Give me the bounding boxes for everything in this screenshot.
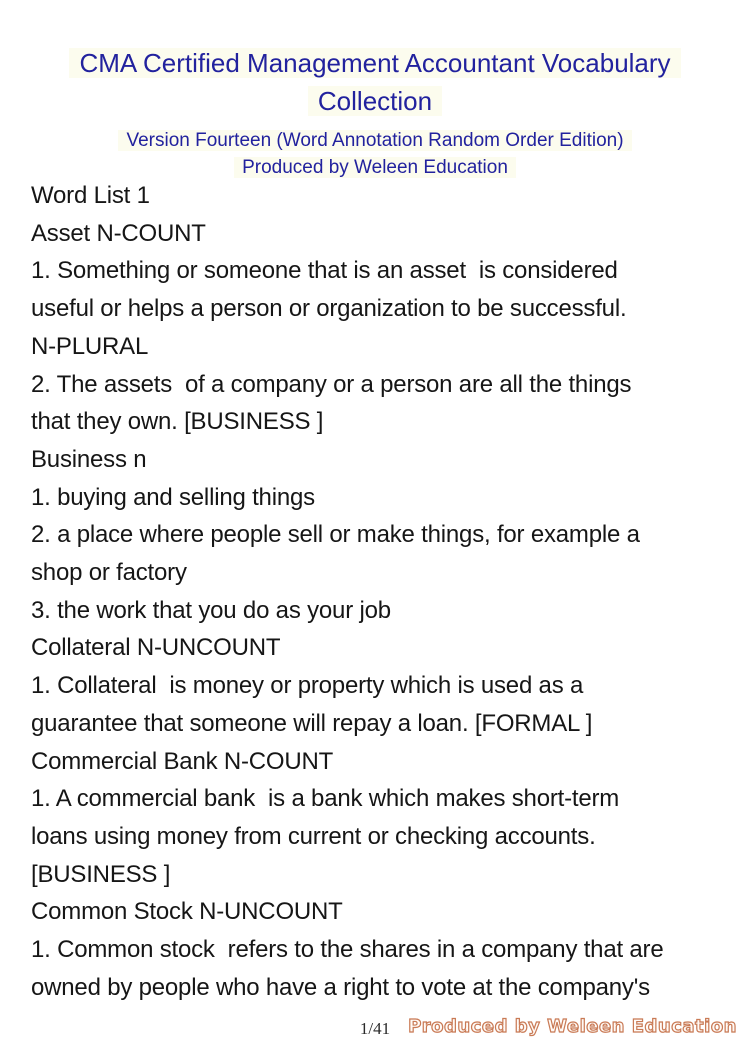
document-title-line-1 [0, 44, 750, 82]
body-line: 2. The assets of a company or a person are all the things [31, 370, 632, 398]
subtitle-text: Version Fourteen (Word Annotation Random Order Edition) [118, 130, 631, 151]
body-line: N-PLURAL [31, 332, 149, 360]
document-header [0, 44, 750, 181]
body-line: [BUSINESS ] [31, 860, 171, 888]
body-line: Commercial Bank N-COUNT [31, 747, 334, 775]
body-line: 1. Something or someone that is an asset is considered [31, 257, 618, 285]
title-text: Collection [308, 86, 442, 116]
body-line: 3. the work that you do as your job [31, 596, 391, 624]
document-title-line-2 [0, 82, 750, 120]
body-line: Business n [31, 445, 147, 473]
body-line: useful or helps a person or organization to be successful. [31, 295, 627, 323]
document-subtitle [0, 127, 750, 181]
body-line: Collateral N-UNCOUNT [31, 634, 281, 662]
title-text: CMA Certified Management Accountant Vocabulary [69, 48, 680, 78]
body-line: Word List 1 [31, 182, 150, 209]
body-line: 1. Common stock refers to the shares in a company that are [31, 936, 664, 964]
producer-watermark: Produced by Weleen Education [408, 1016, 737, 1037]
body-line: that they own. [BUSINESS ] [31, 408, 324, 436]
body-line: guarantee that someone will repay a loan. [FORMAL ] [31, 709, 593, 737]
body-line: 1. buying and selling things [31, 483, 315, 511]
body-line: 1. A commercial bank is a bank which makes short-term [31, 785, 620, 813]
document-body [31, 177, 730, 1006]
subtitle-edition [0, 127, 750, 154]
body-line: Common Stock N-UNCOUNT [31, 898, 343, 926]
body-line: Asset N-COUNT [31, 219, 206, 247]
body-line: owned by people who have a right to vote at the company's [31, 973, 650, 1001]
subtitle-text: Produced by Weleen Education [234, 157, 516, 178]
body-line: loans using money from current or checking accounts. [31, 822, 596, 850]
body-line: shop or factory [31, 559, 187, 587]
body-line: 1. Collateral is money or property which is used as a [31, 672, 584, 700]
page-number: 1/41 [359, 1019, 391, 1038]
body-line: 2. a place where people sell or make things, for example a [31, 521, 640, 549]
